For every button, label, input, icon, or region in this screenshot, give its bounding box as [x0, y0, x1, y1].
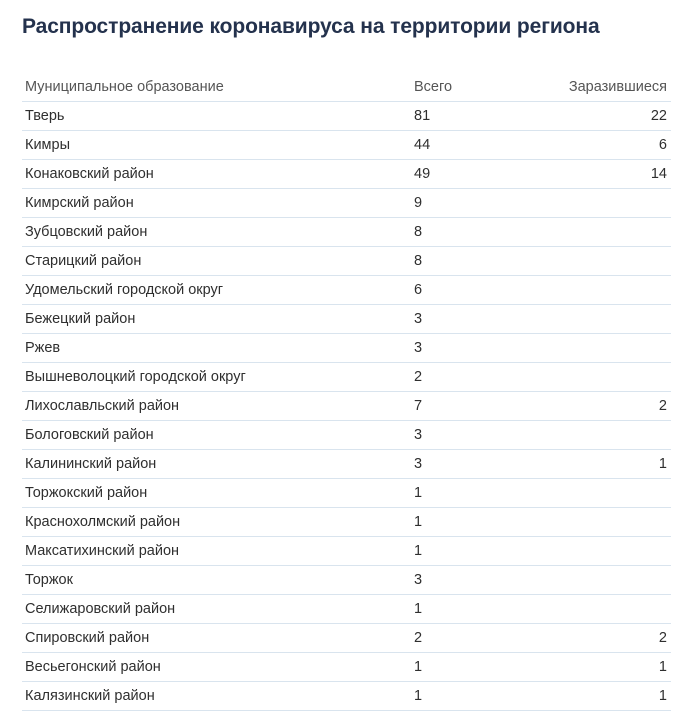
table-row: [22, 334, 671, 363]
cell-total: 1: [408, 508, 538, 537]
cell-name: Бологовский район: [22, 421, 408, 450]
cell-infected: [538, 334, 671, 363]
cell-total: 7: [408, 392, 538, 421]
cell-infected: 1: [538, 450, 671, 479]
cell-name: Ржев: [22, 334, 408, 363]
cell-infected: 22: [538, 102, 671, 131]
cell-name: Удомельский городской округ: [22, 276, 408, 305]
cell-infected: [538, 189, 671, 218]
cell-total: 81: [408, 102, 538, 131]
cell-name: Максатихинский район: [22, 537, 408, 566]
table-row: [22, 450, 671, 479]
cell-total: 3: [408, 450, 538, 479]
table-row: [22, 566, 671, 595]
cell-name: Зубцовский район: [22, 218, 408, 247]
cell-infected: [538, 537, 671, 566]
region-table: [22, 73, 671, 711]
cell-name: Старицкий район: [22, 247, 408, 276]
cell-name: Калининский район: [22, 450, 408, 479]
cell-name: Тверь: [22, 102, 408, 131]
cell-infected: [538, 595, 671, 624]
column-header-name: Муниципальное образование: [22, 73, 408, 102]
cell-name: Вышневолоцкий городской округ: [22, 363, 408, 392]
table-row: [22, 595, 671, 624]
table-row: [22, 421, 671, 450]
cell-name: Краснохолмский район: [22, 508, 408, 537]
cell-infected: [538, 218, 671, 247]
cell-total: 1: [408, 479, 538, 508]
cell-total: 3: [408, 421, 538, 450]
cell-name: Торжокский район: [22, 479, 408, 508]
cell-infected: [538, 479, 671, 508]
table-row: [22, 218, 671, 247]
page-title: Распространение коронавируса на территории региона: [22, 15, 600, 38]
cell-infected: [538, 363, 671, 392]
table-row: [22, 189, 671, 218]
table-row: [22, 160, 671, 189]
table-row: [22, 247, 671, 276]
cell-total: 8: [408, 247, 538, 276]
cell-name: Спировский район: [22, 624, 408, 653]
cell-total: 9: [408, 189, 538, 218]
cell-infected: 2: [538, 392, 671, 421]
cell-total: 3: [408, 566, 538, 595]
table-row: [22, 682, 671, 711]
cell-name: Селижаровский район: [22, 595, 408, 624]
cell-infected: [538, 276, 671, 305]
cell-total: 8: [408, 218, 538, 247]
cell-infected: [538, 421, 671, 450]
cell-total: 49: [408, 160, 538, 189]
cell-total: 1: [408, 595, 538, 624]
cell-name: Калязинский район: [22, 682, 408, 711]
column-header-infected: Заразившиеся: [538, 73, 671, 102]
cell-name: Кимры: [22, 131, 408, 160]
column-header-total: Всего: [408, 73, 538, 102]
cell-infected: [538, 566, 671, 595]
table-body: [22, 102, 671, 711]
cell-total: 3: [408, 305, 538, 334]
table-row: [22, 102, 671, 131]
cell-total: 1: [408, 653, 538, 682]
cell-total: 2: [408, 363, 538, 392]
cell-total: 2: [408, 624, 538, 653]
table-row: [22, 479, 671, 508]
cell-name: Весьегонский район: [22, 653, 408, 682]
cell-total: 1: [408, 682, 538, 711]
cell-name: Конаковский район: [22, 160, 408, 189]
cell-infected: 1: [538, 682, 671, 711]
table-row: [22, 624, 671, 653]
table-row: [22, 653, 671, 682]
cell-infected: [538, 508, 671, 537]
cell-infected: 14: [538, 160, 671, 189]
cell-infected: 2: [538, 624, 671, 653]
cell-total: 3: [408, 334, 538, 363]
table-row: [22, 537, 671, 566]
cell-total: 6: [408, 276, 538, 305]
cell-name: Кимрский район: [22, 189, 408, 218]
cell-total: 44: [408, 131, 538, 160]
cell-name: Лихославльский район: [22, 392, 408, 421]
cell-infected: [538, 247, 671, 276]
cell-infected: 6: [538, 131, 671, 160]
table-row: [22, 508, 671, 537]
table-row: [22, 305, 671, 334]
cell-infected: [538, 305, 671, 334]
cell-name: Торжок: [22, 566, 408, 595]
table-row: [22, 131, 671, 160]
cell-total: 1: [408, 537, 538, 566]
table-header-row: [22, 73, 671, 102]
cell-name: Бежецкий район: [22, 305, 408, 334]
table-row: [22, 276, 671, 305]
table-row: [22, 363, 671, 392]
table-row: [22, 392, 671, 421]
cell-infected: 1: [538, 653, 671, 682]
